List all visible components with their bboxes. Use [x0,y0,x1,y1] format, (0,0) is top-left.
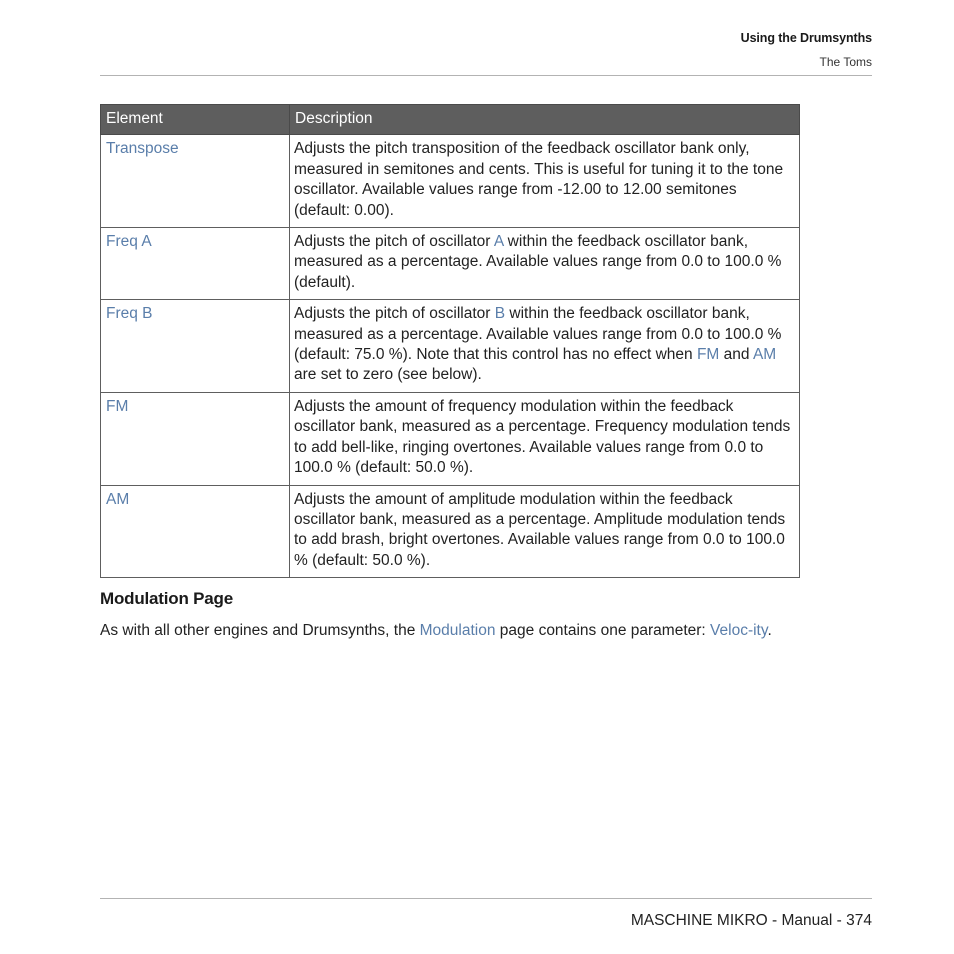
inline-parameter-link[interactable]: AM [752,346,777,364]
table-row [101,392,800,485]
description-cell [290,392,800,485]
description-text: and [719,346,753,364]
parameter-cell [101,228,290,300]
paragraph-text: page contains one parameter: [495,622,711,639]
inline-parameter-link[interactable]: B [494,305,506,323]
page-footer: MASCHINE MIKRO - Manual - 374 [630,912,872,929]
description-cell [290,485,800,578]
inline-parameter-link[interactable]: A [493,233,504,251]
description-text: Adjusts the pitch of oscillator [294,233,494,251]
paragraph-text: . [767,622,772,639]
table-row [101,485,800,578]
parameter-name-link[interactable]: Transpose [106,140,179,158]
description-text: within the feedback oscillator bank, measured as a percentage. Available values range from 0.0 to 100.0 % (default). [294,233,782,291]
header-divider [100,75,872,76]
description-text: Adjusts the pitch transposition of the feedback oscillator bank only, measured in semitones and cents. This is useful for tuning it to the tone oscillator. Available values range from -12.00 to 12.00 semitones (default: 0.00). [294,140,784,219]
parameter-cell [101,300,290,393]
description-text: Adjusts the pitch of oscillator [294,305,495,323]
description-text: Adjusts the amount of frequency modulation within the feedback oscillator bank, measured as a percentage. Frequency modulation tends to add bell-like, ringing overtones. Available values range from 0.0 to 100.0 % (default: 50.0 %). [294,397,791,477]
column-header-description: Description [290,105,800,135]
description-text: within the feedback oscillator bank, measured as a percentage. Available values range from 0.0 to 100.0 % (default: 75.0 %). Note that this control has no effect when [294,305,782,364]
table-header-row [101,105,800,135]
paragraph-text: As with all other engines and Drumsynths, the [100,622,420,639]
modulation-link[interactable]: Modulation [419,622,496,639]
parameter-name-link[interactable]: AM [106,490,130,508]
parameter-cell [101,392,290,485]
description-cell [290,135,800,228]
parameter-table [100,104,800,578]
parameter-cell [101,135,290,228]
table-row [101,228,800,300]
inline-parameter-link[interactable]: FM [696,346,720,364]
parameter-name-link[interactable]: Freq B [106,305,153,323]
parameter-name-link[interactable]: Freq A [106,233,152,251]
table-row [101,300,800,393]
description-cell [290,228,800,300]
parameter-name-link[interactable]: FM [106,397,129,415]
velocity-link[interactable]: Veloc-ity [710,622,768,639]
body-paragraph [100,621,800,641]
description-cell [290,300,800,393]
table-row [101,135,800,228]
footer-divider [100,898,872,899]
section-title: The Toms [819,55,872,69]
description-text: Adjusts the amount of amplitude modulation within the feedback oscillator bank, measured as a percentage. Amplitude modulation tends to add brash, bright overtones. Available values range from 0.0 to 100.0 % (default: 50.0 %). [294,490,786,569]
chapter-title: Using the Drumsynths [740,31,872,45]
parameter-cell [101,485,290,578]
description-text: are set to zero (see below). [294,366,482,384]
section-heading: Modulation Page [100,589,234,608]
column-header-element: Element [101,105,290,135]
